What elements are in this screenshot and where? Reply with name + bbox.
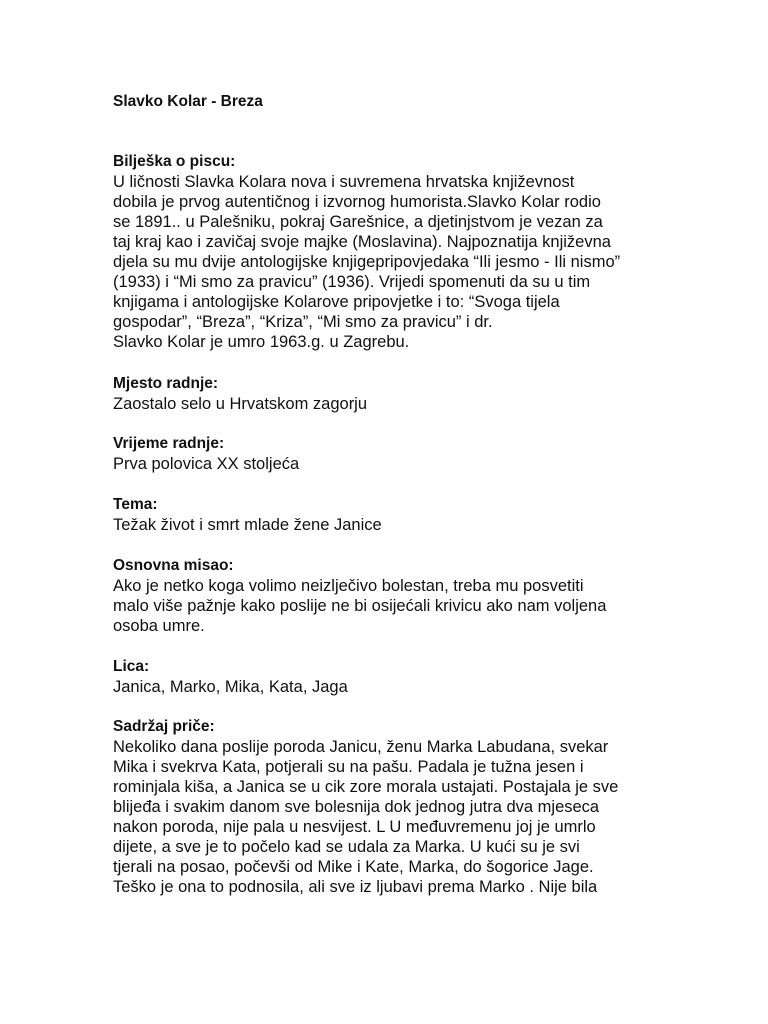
paragraph-line: rominjala kiša, a Janica se u cik zore morala ustajati. Postajala je sve (113, 778, 619, 796)
document-title: Slavko Kolar - Breza (113, 93, 263, 110)
paragraph-line: Prva polovica XX stoljeća (113, 455, 300, 473)
section-heading: Osnovna misao: (113, 557, 234, 574)
section-plot-summary (113, 717, 673, 897)
section-characters (113, 657, 673, 697)
section-heading: Lica: (113, 658, 150, 675)
paragraph-line: djela su mu dvije antologijske knjigepripovjedaka “Ili jesmo - Ili nismo” (113, 253, 621, 271)
paragraph-line: dobila je prvog autentičnog i izvornog humorista.Slavko Kolar rodio (113, 193, 601, 211)
section-heading: Mjesto radnje: (113, 375, 219, 392)
paragraph-line: Težak život i smrt mlade žene Janice (113, 516, 382, 534)
section-theme (113, 495, 673, 535)
paragraph-line: se 1891.. u Palešniku, pokraj Garešnice, a djetinjstvom je vezan za (113, 213, 603, 231)
paragraph-line: U ličnosti Slavka Kolara nova i suvremena hrvatska književnost (113, 173, 575, 191)
paragraph-line: (1933) i “Mi smo za pravicu” (1936). Vrijedi spomenuti da su u tim (113, 273, 591, 291)
paragraph-line: dijete, a sve je to počelo kad se udala za Marka. U kući su je svi (113, 838, 580, 856)
paragraph-line: Nekoliko dana poslije poroda Janicu, ženu Marka Labudana, svekar (113, 738, 609, 756)
section-heading: Tema: (113, 496, 158, 513)
section-setting-time (113, 434, 673, 474)
paragraph-line: Zaostalo selo u Hrvatskom zagorju (113, 395, 368, 413)
paragraph-line: osoba umre. (113, 617, 205, 635)
section-author-note (113, 152, 673, 352)
paragraph-line: malo više pažnje kako poslije ne bi osijećali krivicu ako nam voljena (113, 597, 607, 615)
paragraph-line: Mika i svekrva Kata, potjerali su na pašu. Padala je tužna jesen i (113, 758, 584, 776)
section-heading: Bilješka o piscu: (113, 153, 236, 170)
paragraph-line: tjerali na posao, počevši od Mike i Kate, Marka, do šogorice Jage. (113, 858, 594, 876)
paragraph-line: blijeđa i svakim danom sve bolesnija dok jednog jutra dva mjeseca (113, 798, 600, 816)
paragraph-line: nakon poroda, nije pala u nesvijest. L U međuvremenu joj je umrlo (113, 818, 596, 836)
paragraph-line: gospodar”, “Breza”, “Kriza”, “Mi smo za pravicu” i dr. (113, 313, 493, 331)
section-main-idea (113, 556, 673, 636)
paragraph-line: Janica, Marko, Mika, Kata, Jaga (113, 678, 348, 696)
paragraph-line: taj kraj kao i zavičaj svoje majke (Moslavina). Najpoznatija književna (113, 233, 611, 251)
paragraph-line: Ako je netko koga volimo neizlječivo bolestan, treba mu posvetiti (113, 577, 584, 595)
paragraph-line: knjigama i antologijske Kolarove pripovjetke i to: “Svoga tijela (113, 293, 560, 311)
paragraph-line: Slavko Kolar je umro 1963.g. u Zagrebu. (113, 333, 410, 351)
section-heading: Vrijeme radnje: (113, 435, 225, 452)
paragraph-line: Teško je ona to podnosila, ali sve iz ljubavi prema Marko . Nije bila (113, 878, 598, 896)
section-heading: Sadržaj priče: (113, 718, 215, 735)
section-setting-place (113, 374, 673, 414)
